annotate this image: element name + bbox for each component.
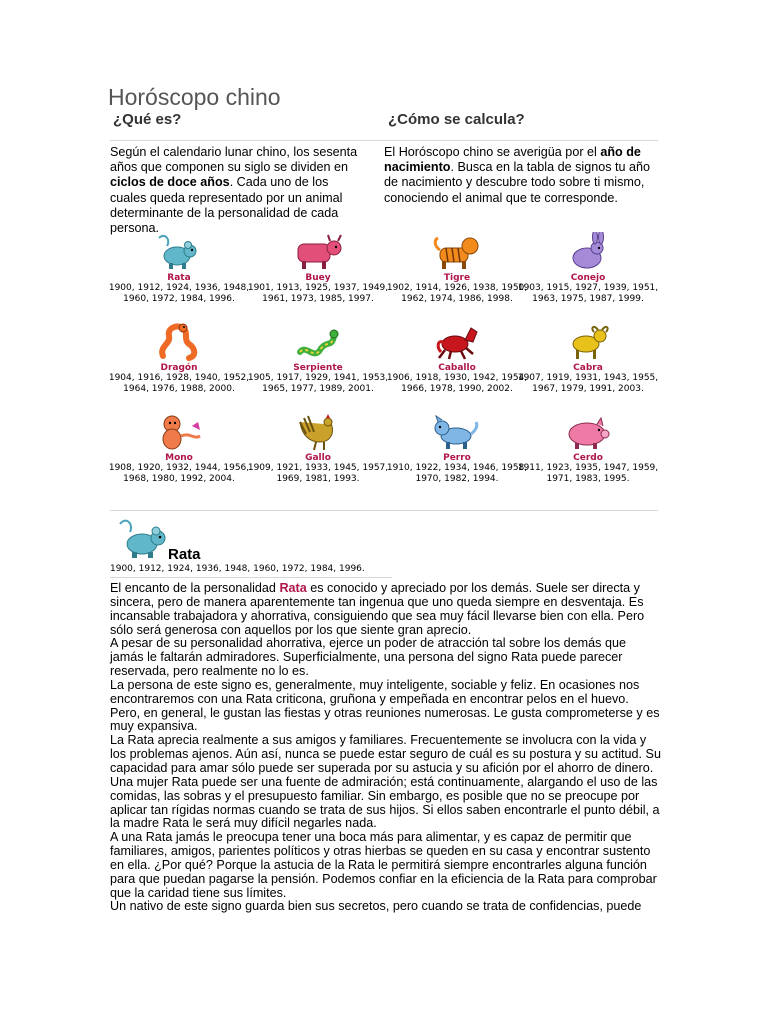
sign-cell-dragon[interactable] bbox=[108, 322, 250, 394]
sign-cell-caballo[interactable] bbox=[386, 322, 528, 394]
sign-cell-tigre[interactable] bbox=[386, 232, 528, 304]
sign-name: Tigre bbox=[443, 273, 471, 283]
sign-name: Mono bbox=[165, 453, 193, 463]
sign-years: 1910, 1922, 1934, 1946, 1958, 1970, 1982, 1994. bbox=[386, 463, 528, 484]
sign-years: 1902, 1914, 1926, 1938, 1950, 1962, 1974, 1986, 1998. bbox=[386, 283, 528, 304]
paragraph: La persona de este signo es, generalmente, muy inteligente, sociable y feliz. En ocasiones nos encontraremos con una Rata criticona, gruñona y empeñada en encontrar pelos en el huevo. Pero, en general, le gustan las fiestas y otras reuniones numerosas. Le gusta comprometerse y es muy expansiva. bbox=[110, 677, 660, 734]
rata-description bbox=[110, 582, 662, 914]
divider-middle bbox=[110, 510, 658, 511]
heading-que-es: ¿Qué es? bbox=[113, 111, 182, 128]
sign-name: Serpiente bbox=[293, 363, 343, 373]
sign-cell-buey[interactable] bbox=[247, 232, 389, 304]
sign-years: 1904, 1916, 1928, 1940, 1952, 1964, 1976, 1988, 2000. bbox=[108, 373, 250, 394]
sign-cell-perro[interactable] bbox=[386, 412, 528, 484]
paragraph: Un nativo de este signo guarda bien sus secretos, pero cuando se trata de confidencias, puede bbox=[110, 899, 642, 914]
paragraph: A pesar de su personalidad ahorrativa, ejerce un poder de atracción tal sobre los demás que jamás le faltarán admiradores. Superficialmente, una persona del signo Rata puede parecer reservada, pero realmente no lo es. bbox=[110, 636, 626, 679]
pig-icon bbox=[563, 412, 613, 452]
section-years-rata: 1900, 1912, 1924, 1936, 1948, 1960, 1972, 1984, 1996. bbox=[110, 564, 365, 574]
sign-years: 1911, 1923, 1935, 1947, 1959, 1971, 1983, 1995. bbox=[517, 463, 659, 484]
sign-years: 1908, 1920, 1932, 1944, 1956, 1968, 1980, 1992, 2004. bbox=[108, 463, 250, 484]
monkey-icon bbox=[154, 412, 204, 452]
sign-cell-rata[interactable] bbox=[108, 232, 250, 304]
heading-como-se-calcula: ¿Cómo se calcula? bbox=[388, 111, 525, 128]
sign-years: 1909, 1921, 1933, 1945, 1957, 1969, 1981, 1993. bbox=[247, 463, 389, 484]
paragraph: El encanto de la personalidad Rata es conocido y apreciado por los demás. Suele ser directa y sincera, pero de manera aparentemente tan ingenua que uno queda siempre en desventaja. Es incansable trabajadora y ahorrativa, consiguiendo que sea muy fácil llevarse bien con ella. Pero sólo será generosa con aquellos por los que siente gran aprecio. bbox=[110, 581, 645, 637]
page-title: Horóscopo chino bbox=[108, 84, 281, 110]
sign-years: 1900, 1912, 1924, 1936, 1948, 1960, 1972, 1984, 1996. bbox=[108, 283, 250, 304]
horse-icon bbox=[435, 322, 479, 362]
sign-name: Buey bbox=[305, 273, 331, 283]
ox-icon bbox=[292, 232, 344, 272]
sign-years: 1907, 1919, 1931, 1943, 1955, 1967, 1979, 1991, 2003. bbox=[517, 373, 659, 394]
sign-name: Perro bbox=[443, 453, 471, 463]
sign-name: Cabra bbox=[573, 363, 603, 373]
tiger-icon bbox=[432, 232, 482, 272]
rat-icon bbox=[157, 232, 201, 272]
intro-left: Según el calendario lunar chino, los sesenta años que componen su siglo se dividen en ciclos de doce años. Cada uno de los cuales queda representado por un animal determinante de la personalidad de cada persona. bbox=[110, 145, 358, 236]
divider-top bbox=[110, 140, 658, 141]
sign-years: 1905, 1917, 1929, 1941, 1953, 1965, 1977, 1989, 2001. bbox=[247, 373, 389, 394]
sign-name: Conejo bbox=[570, 273, 606, 283]
intro-right: El Horóscopo chino se averigüa por el año de nacimiento. Busca en la tabla de signos tu año de nacimiento y descubre todo sobre ti mismo, conociendo el animal que te corresponde. bbox=[384, 145, 651, 205]
sign-name: Cerdo bbox=[573, 453, 603, 463]
goat-icon bbox=[566, 322, 610, 362]
sign-years: 1901, 1913, 1925, 1937, 1949, 1961, 1973, 1985, 1997. bbox=[247, 283, 389, 304]
sign-name: Dragón bbox=[160, 363, 198, 373]
sign-cell-gallo[interactable] bbox=[247, 412, 389, 484]
sign-cell-cerdo[interactable] bbox=[517, 412, 659, 484]
section-title-rata: Rata bbox=[168, 546, 201, 563]
sign-name: Gallo bbox=[305, 453, 331, 463]
divider-rata bbox=[110, 577, 392, 578]
sign-name: Caballo bbox=[438, 363, 476, 373]
paragraph: Una mujer Rata puede ser una fuente de admiración; está continuamente, alargando el uso de las comidas, las sobras y el presupuesto familiar. Sin embargo, es posible que no se preocupe por aplicar tan rígidas normas cuando se trata de sus hijos. Si ellos saben encontrarle el punto débil, a la madre Rata le será muy difícil negarles nada. bbox=[110, 774, 660, 831]
dog-icon bbox=[432, 412, 482, 452]
paragraph: La Rata aprecia realmente a sus amigos y familiares. Frecuentemente se involucra con la vida y los problemas ajenos. Aún así, nunca se puede estar seguro de cuál es su postura y su actitud. Su capacidad para amar sólo puede ser superada por su astucia y su afición por el ahorro de dinero. bbox=[110, 733, 661, 775]
paragraph: A una Rata jamás le preocupa tener una boca más para alimentar, y es capaz de permitir que familiares, amigos, parientes políticos y otras hierbas se queden en su casa y encontrar sustento en ella. ¿Por qué? Porque la astucia de la Rata le permitirá siempre encontrarles alguna función para que puedan pagarse la pensión. Podemos confiar en la eficiencia de la Rata para comprobar que la caridad tiene sus límites. bbox=[110, 830, 657, 900]
sign-name: Rata bbox=[167, 273, 191, 283]
sign-years: 1903, 1915, 1927, 1939, 1951, 1963, 1975, 1987, 1999. bbox=[517, 283, 659, 304]
dragon-icon bbox=[157, 322, 201, 362]
sign-cell-cabra[interactable] bbox=[517, 322, 659, 394]
rooster-icon bbox=[296, 412, 340, 452]
sign-cell-mono[interactable] bbox=[108, 412, 250, 484]
sign-cell-serpiente[interactable] bbox=[247, 322, 389, 394]
sign-cell-conejo[interactable] bbox=[517, 232, 659, 304]
sign-years: 1906, 1918, 1930, 1942, 1954, 1966, 1978, 1990, 2002. bbox=[386, 373, 528, 394]
rat-icon bbox=[118, 516, 170, 560]
snake-icon bbox=[296, 322, 340, 362]
rabbit-icon bbox=[565, 232, 611, 272]
